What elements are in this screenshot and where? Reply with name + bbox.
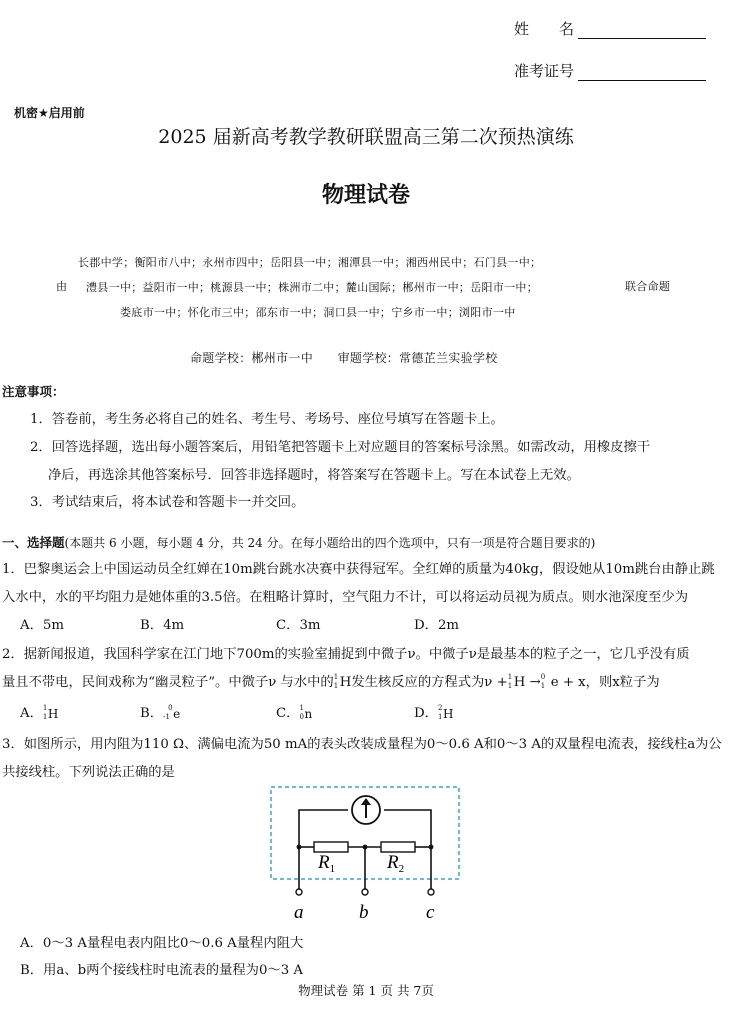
name-blank: [578, 24, 706, 39]
q2-line1: 2．据新闻报道，我国科学家在江门地下700m的实验室捕捉到中微子ν。中微子ν是最基本的粒子之一，它几乎没有质: [2, 647, 690, 662]
label-b: b: [359, 902, 369, 922]
notice-item-1: 1．答卷前，考生务必将自己的姓名、考生号、考场号、座位号填写在答题卡上。: [30, 412, 504, 427]
q2-line2: [2, 671, 660, 690]
q1-option-c: C．3m: [276, 618, 321, 633]
label-c: c: [426, 902, 435, 922]
terminal-c: [428, 889, 434, 895]
name-label: 姓 名: [514, 20, 575, 38]
q2-line2-c: H →: [513, 675, 541, 690]
section1-heading: 一、选择题: [2, 535, 65, 550]
section1-header: [2, 532, 595, 551]
q2-option-b: B． 0 -1 e: [140, 703, 181, 721]
galvanometer-icon: [352, 796, 380, 824]
name-field: [514, 18, 706, 39]
q2-h-iso-2: 1 1: [507, 672, 513, 690]
terminal-a: [296, 889, 302, 895]
exam-title: 2025 届新高考教学教研联盟高三第二次预热演练: [158, 126, 574, 148]
q2-option-d: D． 2 1 H: [414, 703, 454, 721]
label-r1: $R_1$: [318, 852, 336, 875]
q3-option-b: B．用a、b两个接线柱时电流表的量程为0～3 A: [20, 963, 304, 978]
section1-desc: (本题共 6 小题，每小题 4 分，共 24 分。在每小题给出的四个选项中，只有一项是符合题目要求的): [64, 536, 596, 550]
q2-option-c: C． 1 0 n: [276, 703, 313, 721]
q3-line1: 3．如图所示，用内阻为110 Ω、满偏电流为50 mA的表头改装成量程为0～0.6 A和0～3 A的双量程电流表，接线柱a为公: [2, 737, 722, 752]
id-blank: [578, 66, 706, 81]
q2-h-iso: 1 1: [333, 672, 339, 690]
notice-heading: 注意事项：: [2, 384, 65, 399]
circuit-diagram: [266, 782, 466, 922]
page-footer: 物理试卷 第 1 页 共 7页: [298, 983, 434, 998]
q2-line2-a: 量且不带电，民间戏称为“幽灵粒子”。中微子ν 与水中的: [2, 675, 334, 690]
schools-line3: 娄底市一中；怀化市三中；邵东市一中；洞口县一中；宁乡市一中；浏阳市一中: [120, 306, 516, 319]
q2-line2-d: e + x，则x粒子为: [550, 675, 660, 690]
q1-option-d: D．2m: [414, 618, 460, 633]
q2-e-iso: 0 1: [540, 672, 546, 690]
label-a: a: [294, 902, 304, 922]
resistor-r2: [381, 842, 415, 852]
q3-line2: 共接线柱。下列说法正确的是: [2, 765, 175, 780]
schools-you: 由: [56, 280, 68, 293]
notice-item-3: 3．考试结束后，将本试卷和答题卡一并交回。: [30, 495, 305, 510]
id-label: 准考证号: [514, 62, 575, 80]
terminal-b: [362, 889, 368, 895]
schools-line1: 长郡中学；衡阳市八中；永州市四中；岳阳县一中；湘潭县一中；湘西州民中；石门县一中；: [78, 256, 542, 269]
q3-option-a: A．0～3 A量程电表内阻比0～0.6 A量程内阻大: [20, 936, 304, 951]
q1-option-b: B．4m: [140, 618, 185, 633]
schools-line2: 澧县一中；益阳市一中；桃源县一中；株洲市二中；麓山国际；郴州市一中；岳阳市一中；: [86, 281, 538, 294]
q1-line2: 入水中，水的平均阻力是她体重的3.5倍。在粗略计算时，空气阻力不计，可以将运动员视为质点。则水池深度至少为: [2, 590, 688, 605]
secret-mark: 机密★启用前: [14, 106, 85, 120]
schools-joint: 联合命题: [625, 280, 671, 293]
label-r2: $R_2$: [387, 852, 405, 875]
id-field: [514, 60, 706, 81]
q1-line1: 1．巴黎奥运会上中国运动员全红婵在10m跳台跳水决赛中获得冠军。全红婵的质量为40kg，假设她从10m跳台由静止跳: [2, 562, 715, 577]
notice-item-2-cont: 净后，再选涂其他答案标号．回答非选择题时，将答案写在答题卡上。写在本试卷上无效。: [48, 468, 580, 483]
q2-line2-b: H发生核反应的方程式为ν +: [339, 675, 508, 690]
proposer-line: 命题学校：郴州市一中 审题学校：常德芷兰实验学校: [190, 351, 498, 365]
subject-title: 物理试卷: [321, 183, 410, 208]
resistor-r1: [314, 842, 348, 852]
q1-option-a: A．5m: [20, 618, 64, 633]
notice-item-2: 2．回答选择题，选出每小题答案后，用铅笔把答题卡上对应题目的答案标号涂黑。如需改动，用橡皮擦干: [30, 440, 651, 455]
q2-option-a: A． 1 1 H: [20, 703, 59, 721]
